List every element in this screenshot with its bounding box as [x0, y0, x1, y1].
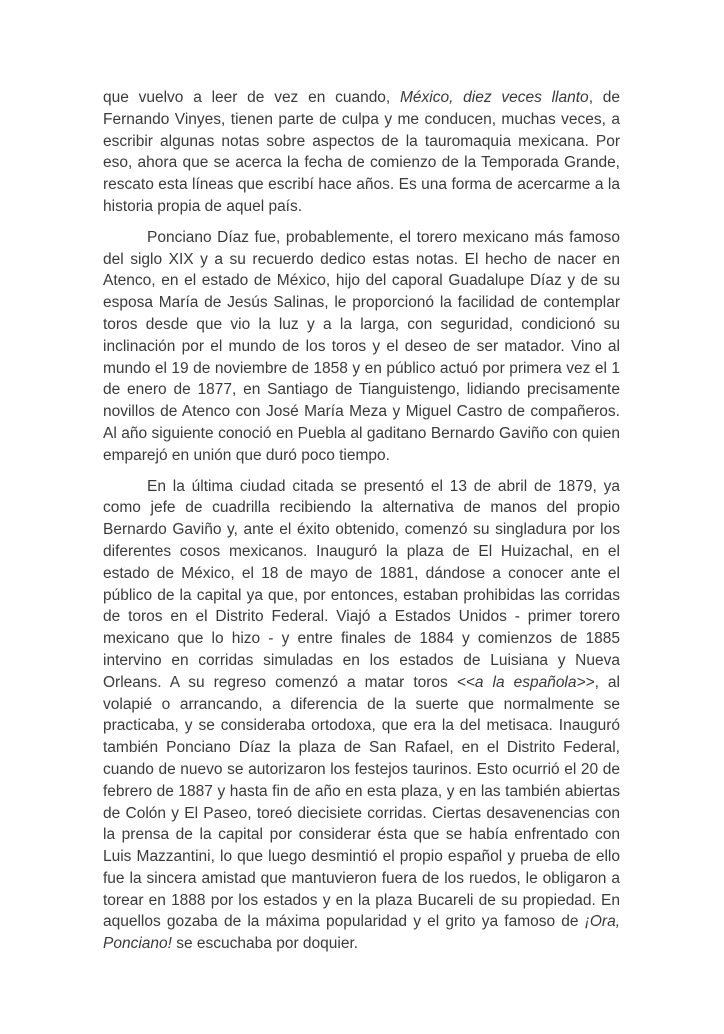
document-body: [103, 87, 620, 955]
italic-text-run: ¡Ora, Ponciano!: [103, 913, 620, 953]
paragraph: [103, 476, 620, 956]
paragraph: [103, 227, 620, 467]
text-run: , de Fernando Vinyes, tienen parte de culpa y me conducen, muchas veces, a escribir algunas notas sobre aspectos de la tauromaquia mexicana. Por eso, ahora que se acerca la fecha de comienzo de la Temporada Grande, rescato esta líneas que escribí hace años. Es una forma de acercarme a la historia propia de aquel país.: [103, 89, 620, 215]
paragraph: [103, 87, 620, 218]
text-run: Ponciano Díaz fue, probablemente, el torero mexicano más famoso del siglo XIX y a su recuerdo dedico estas notas. El hecho de nacer en Atenco, en el estado de México, hijo del caporal Guadalupe Díaz y de su esposa María de Jesús Salinas, le proporcionó la facilidad de contemplar toros desde que vio la luz y a la larga, con seguridad, condicionó su inclinación por el mundo de los toros y el deseo de ser matador. Vino al mundo el 19 de noviembre de 1858 y en público actuó por primera vez el 1 de enero de 1877, en Santiago de Tianguistengo, lidiando precisamente novillos de Atenco con José María Meza y Miguel Castro de compañeros. Al año siguiente conoció en Puebla al gaditano Bernardo Gaviño con quien emparejó en unión que duró poco tiempo.: [103, 228, 620, 464]
italic-text-run: México, diez veces llanto: [400, 89, 589, 106]
text-run: , al volapié o arrancando, a diferencia de la suerte que normalmente se practicaba, y se consideraba ortodoxa, que era la del metisaca. Inauguró también Ponciano Díaz la plaza de San Rafael, en el Distrito Federal, cuando de nuevo se autorizaron los festejos taurinos. Esto ocurrió el 20 de febrero de 1887 y hasta fin de año en esta plaza, y en las también abiertas de Colón y El Paseo, toreó diecisiete corridas. Ciertas desavenencias con la prensa de la capital por considerar ésta que se había enfrentado con Luis Mazzantini, lo que luego desmintió el propio español y prueba de ello fue la sincera amistad que mantuvieron fuera de los ruedos, le obligaron a torear en 1888 por los estados y en la plaza Bucareli de su propiedad. En aquellos gozaba de la máxima popularidad y el grito ya famoso de: [103, 673, 620, 931]
text-run: En la última ciudad citada se presentó el 13 de abril de 1879, ya como jefe de cuadrilla recibiendo la alternativa de manos del propio Bernardo Gaviño y, ante el éxito obtenido, comenzó su singladura por los diferentes cosos mexicanos. Inauguró la plaza de El Huizachal, en el estado de México, el 18 de mayo de 1881, dándose a conocer ante el público de la capital ya que, por entonces, estaban prohibidas las corridas de toros en el Distrito Federal. Viajó a Estados Unidos - primer torero mexicano que lo hizo - y entre finales de 1884 y comienzos de 1885 intervino en corridas simuladas en los estados de Luisiana y Nueva Orleans. A su regreso comenzó a matar toros: [103, 477, 620, 691]
text-run: que vuelvo a leer de vez en cuando,: [103, 89, 400, 106]
text-run: se escuchaba por doquier.: [171, 935, 359, 953]
italic-text-run: <<a la española>>: [456, 673, 595, 691]
